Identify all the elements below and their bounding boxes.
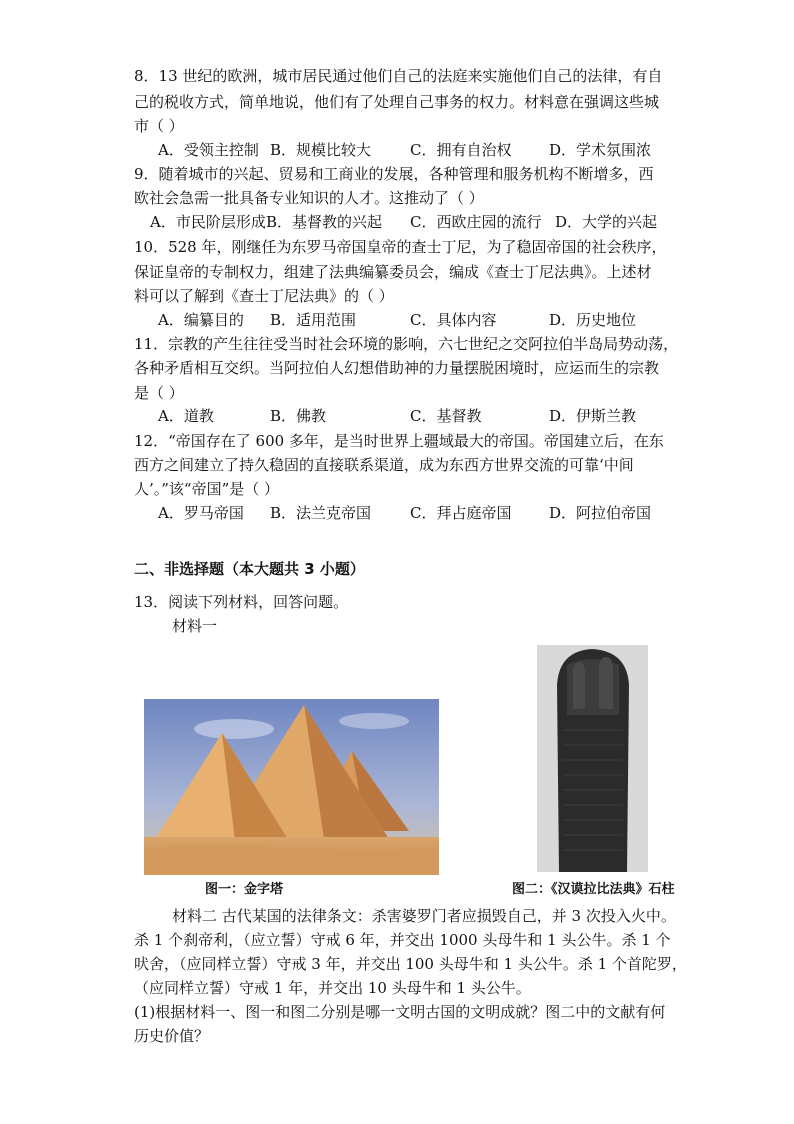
q11-option-d: D．伊斯兰教 (549, 407, 637, 425)
pyramids-image (144, 699, 439, 875)
q10-option-d: D．历史地位 (549, 311, 637, 329)
q11-line-3: 是（ ） (134, 384, 184, 402)
q12-option-a: A．罗马帝国 (158, 504, 244, 522)
q8-line-2: 己的税收方式，简单地说，他们有了处理自己事务的权力。材料意在强调这些城 (134, 93, 660, 111)
q12-option-d: D．阿拉伯帝国 (549, 504, 652, 522)
q11-option-c: C．基督教 (410, 407, 482, 425)
q9-option-d: D．大学的兴起 (555, 213, 658, 231)
q10-option-a: A．编纂目的 (158, 311, 244, 329)
material-2-line-3: 吠舍，（应同样立誓）守戒 3 年，并交出 100 头母牛和 1 头公牛。杀 1 个首陀罗， (134, 955, 687, 973)
material-2-line-1: 材料二 古代某国的法律条文：杀害婆罗门者应损毁自己，并 3 次投入火中。 (172, 907, 676, 925)
q8-option-d: D．学术氛围浓 (549, 141, 652, 159)
q12-line-3: 人’。”该“帝国”是（ ） (134, 480, 280, 498)
q11-option-b: B．佛教 (270, 407, 327, 425)
q10-line-1: 10．528 年，刚继任为东罗马帝国皇帝的查士丁尼，为了稳固帝国的社会秩序， (134, 238, 667, 256)
figure-2-caption: 图二：《汉谟拉比法典》石柱 (512, 882, 675, 897)
q8-option-a: A．受领主控制 (158, 141, 259, 159)
q10-line-3: 料可以了解到《查士丁尼法典》的（ ） (134, 287, 394, 305)
figure-1-caption: 图一：金字塔 (205, 882, 284, 897)
section-2-title: 二、非选择题（本大题共 3 小题） (134, 560, 365, 578)
q11-line-1: 11．宗教的产生往往受当时社会环境的影响，六七世纪之交阿拉伯半岛局势动荡， (134, 335, 679, 353)
q9-option-b: B．基督教的兴起 (266, 213, 383, 231)
q12-line-2: 西方之间建立了持久稳固的直接联系渠道，成为东西方世界交流的可靠‘中间 (134, 456, 634, 474)
q13-sub1-line-1: (1)根据材料一、图一和图二分别是哪一文明古国的文明成就？图二中的文献有何 (134, 1003, 666, 1021)
q12-option-b: B．法兰克帝国 (270, 504, 372, 522)
material-1-label: 材料一 (172, 617, 218, 635)
q10-option-c: C．具体内容 (410, 311, 497, 329)
q10-line-2: 保证皇帝的专制权力，组建了法典编纂委员会，编成《查士丁尼法典》。上述材 (134, 263, 652, 281)
q13-intro: 13．阅读下列材料，回答问题。 (134, 593, 349, 611)
q9-option-a: A．市民阶层形成 (150, 213, 266, 231)
q11-option-a: A．道教 (158, 407, 214, 425)
q11-line-2: 各种矛盾相互交织。当阿拉伯人幻想借助神的力量摆脱困境时，应运而生的宗教 (134, 359, 660, 377)
q12-line-1: 12．“帝国存在了 600 多年，是当时世界上疆域最大的帝国。帝国建立后，在东 (134, 432, 664, 450)
q9-option-c: C．西欧庄园的流行 (410, 213, 542, 231)
q13-sub1-line-2: 历史价值？ (134, 1027, 210, 1045)
material-2-line-2: 杀 1 个刹帝利，（应立誓）守戒 6 年，并交出 1000 头母牛和 1 头公牛。杀 1 个 (134, 931, 671, 949)
q9-line-2: 欧社会急需一批具备专业知识的人才。这推动了（ ） (134, 189, 484, 207)
q9-line-1: 9．随着城市的兴起、贸易和工商业的发展，各种管理和服务机构不断增多，西 (134, 165, 654, 183)
q12-option-c: C．拜占庭帝国 (410, 504, 512, 522)
q10-option-b: B．适用范围 (270, 311, 357, 329)
material-2-line-4: （应同样立誓）守戒 1 年，并交出 10 头母牛和 1 头公牛。 (134, 979, 531, 997)
q8-line-1: 8．13 世纪的欧洲，城市居民通过他们自己的法庭来实施他们自己的法律，有自 (134, 67, 663, 85)
q8-option-c: C．拥有自治权 (410, 141, 512, 159)
q8-line-3: 市（ ） (134, 117, 184, 135)
hammurabi-stele-image (537, 645, 648, 872)
q8-option-b: B．规模比较大 (270, 141, 372, 159)
